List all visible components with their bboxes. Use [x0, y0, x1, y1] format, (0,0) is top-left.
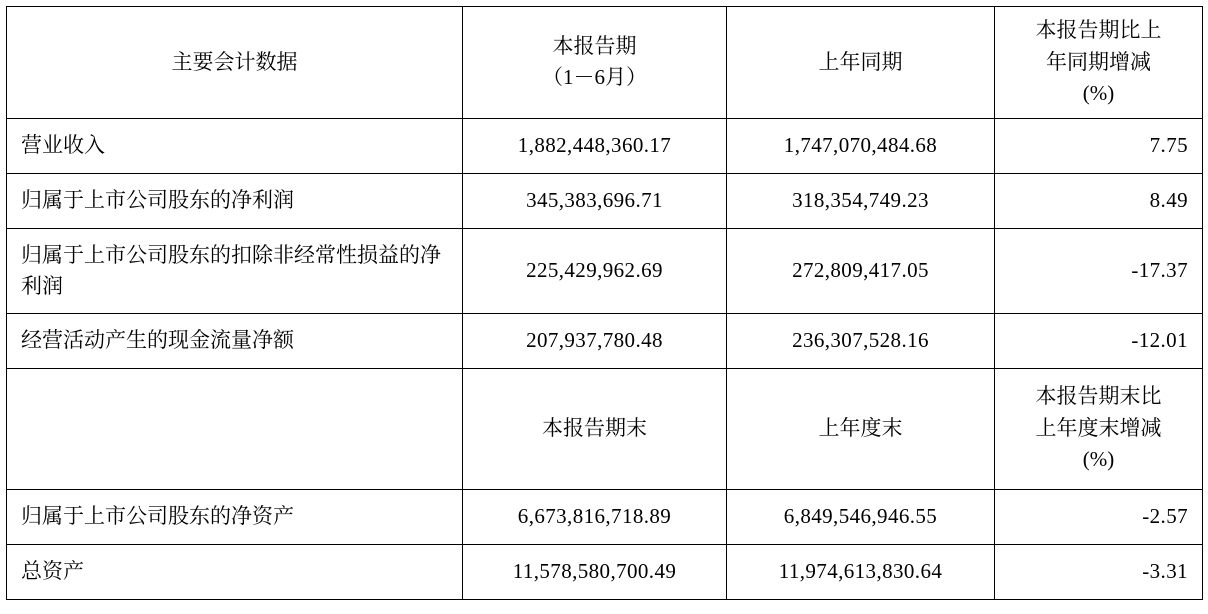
row-label: 营业收入	[21, 133, 105, 158]
table-row	[7, 228, 1203, 313]
row-previous-value: 1,747,070,484.68	[783, 133, 938, 158]
row-previous-cell	[727, 544, 995, 599]
header-change-end-line2: 上年度末增减	[1035, 415, 1162, 440]
header-cell-current-end	[463, 368, 727, 489]
header-cell-prev-period	[727, 7, 995, 119]
header-change-end-line1: 本报告期末比	[1035, 384, 1162, 409]
header-change-line3: (%)	[1082, 81, 1115, 105]
header-cell-empty	[7, 368, 463, 489]
table-row	[7, 313, 1203, 368]
row-current-cell	[463, 313, 727, 368]
row-current-value: 345,383,696.71	[526, 188, 663, 213]
header-current-end: 本报告期末	[542, 415, 647, 440]
row-change-cell	[995, 489, 1203, 544]
header-change-end-line3: (%)	[1082, 447, 1115, 472]
row-label-cell	[7, 228, 463, 313]
row-previous-value: 272,809,417.05	[792, 258, 929, 283]
table-row	[7, 489, 1203, 544]
header-change-line1: 本报告期比上	[1035, 18, 1162, 42]
row-change-cell	[995, 118, 1203, 173]
row-previous-value: 6,849,546,946.55	[783, 504, 938, 529]
row-previous-cell	[727, 313, 995, 368]
header-empty-text	[7, 423, 462, 435]
row-change-cell	[995, 173, 1203, 228]
row-label: 归属于上市公司股东的净利润	[21, 188, 294, 213]
header-prev-end: 上年度末	[818, 415, 903, 440]
table-header-row-balance	[7, 368, 1203, 489]
row-change-value: -3.31	[1142, 559, 1188, 584]
row-previous-cell	[727, 118, 995, 173]
row-label-cell	[7, 489, 463, 544]
table-header-row-period	[7, 7, 1203, 119]
header-cell-change	[995, 7, 1203, 119]
row-label: 归属于上市公司股东的扣除非经常性损益的净利润	[21, 243, 441, 298]
row-label: 经营活动产生的现金流量净额	[21, 328, 294, 353]
row-change-cell	[995, 313, 1203, 368]
header-cell-prev-end	[727, 368, 995, 489]
row-previous-cell	[727, 228, 995, 313]
header-label-text: 主要会计数据	[171, 50, 298, 75]
row-previous-value: 318,354,749.23	[792, 188, 929, 213]
table-row	[7, 173, 1203, 228]
row-label-cell	[7, 313, 463, 368]
financial-summary-table	[6, 6, 1203, 600]
row-current-value: 1,882,448,360.17	[517, 133, 672, 158]
row-change-value: -17.37	[1131, 258, 1188, 283]
row-label-cell	[7, 118, 463, 173]
row-current-value: 11,578,580,700.49	[512, 559, 677, 584]
header-change-end	[995, 373, 1202, 484]
header-current-period	[463, 23, 726, 102]
header-current-period-line1: 本报告期	[552, 33, 637, 58]
row-change-value: -2.57	[1142, 504, 1188, 529]
row-current-value: 6,673,816,718.89	[517, 504, 672, 529]
row-current-value: 225,429,962.69	[526, 258, 663, 283]
row-current-value: 207,937,780.48	[526, 328, 663, 353]
row-previous-value: 11,974,613,830.64	[778, 559, 943, 584]
row-label-cell	[7, 173, 463, 228]
row-current-cell	[463, 544, 727, 599]
row-previous-cell	[727, 173, 995, 228]
header-prev-period: 上年同期	[818, 49, 903, 74]
row-change-value: 8.49	[1149, 188, 1188, 213]
header-cell-change-end	[995, 368, 1203, 489]
header-change	[995, 7, 1202, 118]
row-change-value: -12.01	[1131, 328, 1188, 353]
row-previous-cell	[727, 489, 995, 544]
row-label: 总资产	[21, 559, 84, 584]
table-row	[7, 544, 1203, 599]
header-cell-label	[7, 7, 463, 119]
row-current-cell	[463, 489, 727, 544]
header-cell-current-period	[463, 7, 727, 119]
row-previous-value: 236,307,528.16	[792, 328, 929, 353]
row-current-cell	[463, 228, 727, 313]
row-current-cell	[463, 118, 727, 173]
row-change-value: 7.75	[1149, 133, 1188, 158]
row-change-cell	[995, 544, 1203, 599]
header-change-line2: 年同期增减	[1046, 49, 1151, 74]
table-row	[7, 118, 1203, 173]
row-label-cell	[7, 544, 463, 599]
row-label: 归属于上市公司股东的净资产	[21, 504, 294, 529]
row-change-cell	[995, 228, 1203, 313]
document-page	[0, 6, 1208, 614]
row-current-cell	[463, 173, 727, 228]
header-current-period-line2: （1－6月）	[542, 65, 647, 90]
